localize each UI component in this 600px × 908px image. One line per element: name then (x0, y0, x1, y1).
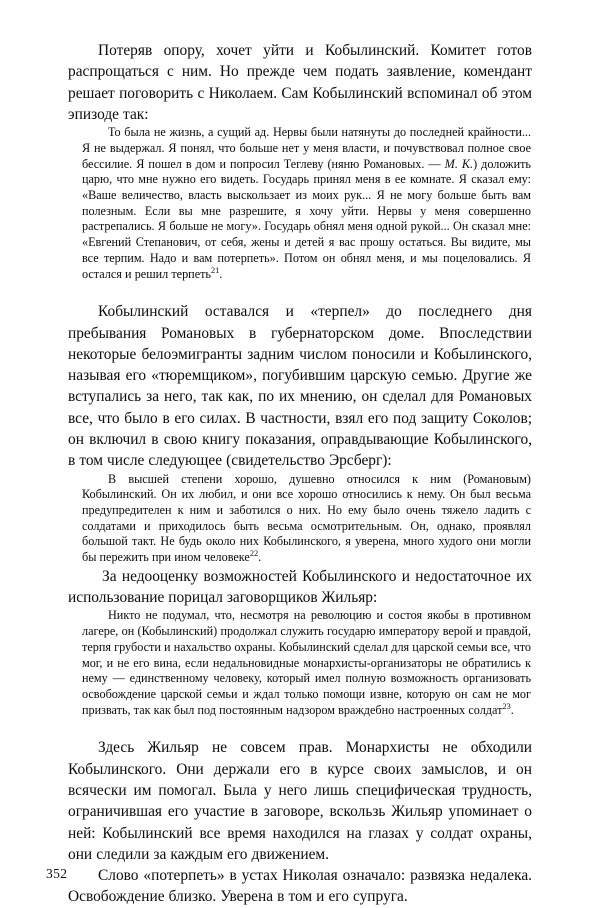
page-text-column (68, 40, 532, 908)
quote-2-tail: . (258, 550, 262, 565)
paragraph-1: Потеряв опору, хочет уйти и Кобылинский. Комитет готов распрощаться с ним. Но прежде чем подать заявление, комендант решает поговорить с Николаем. Сам Кобылинский вспоминал об этом эпизоде так: (68, 42, 532, 123)
paragraph-4: Здесь Жильяр не совсем прав. Монархисты не обходили Кобылинского. Они держали его в курсе своих замыслов, и он всячески им помогал. Была у него лишь специфическая трудность, ограничившая его участие в заговоре, вскользь Жильяр упоминает о ней: Кобылинский все время находился на глазах у солдат охраны, они следили за каждым его движением. (68, 739, 532, 863)
quotation-block-2 (68, 472, 532, 566)
quote-3-text: Никто не подумал, что, несмотря на революцию и состоя якобы в противном лагере, он (Кобылинский) продолжал служить государю императору верой и правдой, терпя грубости и нахальство охраны. Кобылинский сделал для царской семьи все, что мог, и не его вина, если недальновидные монархисты-организаторы не обратились к нему — единственному человеку, который имел полную возможность организовать освобождение царской семьи и ждал только помощи извне, которую он сам не мог призвать, так как был под постоянным надзором враждебно настроенных солдат (82, 608, 531, 717)
quote-1-part-a: То была не жизнь, а сущий ад. Нервы были натянуты до последней крайности... Я не выдержал. Я понял, что больше нет у меня власти, и почувствовал полное свое бессилие. Я пошел в дом и попросил Теглеву (няню Романовых. — (82, 125, 531, 171)
page-number: 352 (46, 866, 68, 881)
quote-1-part-b: ) доложить царю, что мне нужно его видеть. Государь принял меня в ее комнате. Я сказал ему: «Ваше величество, власть выскользает из моих рук... Я не могу больше быть вам полезным. Если вы мне разрешите, я хочу уйти. Нервы у меня совершенно растрепались. Я больше не могу». Государь обнял меня одной рукой... Он сказал мне: «Евгений Степанович, от себя, жены и детей я вас прошу остаться. Вы видите, мы все терпим. Надо и вам потерпеть». Потом он обнял меня, и мы поцеловались. Я остался и решил терпеть (82, 156, 531, 281)
quote-1-attribution-initials: М. К. (444, 156, 474, 171)
paragraph-3: За недооценку возможностей Кобылинского и недостаточное их использование порицал заговорщиков Жильяр: (68, 567, 532, 607)
footnote-marker-22: 22 (249, 549, 259, 559)
quote-1-tail: . (219, 266, 223, 281)
paragraph-2: Кобылинский оставался и «терпел» до последнего дня пребывания Романовых в губернаторском доме. Впоследствии некоторые белоэмигранты задним числом поносили и Кобылинского, называя его «тюремщиком», погубившим царскую семью. Другие же вступались за него, так как, по их мнению, он сделал для Романовых все, что было в его силах. В частности, взял его под защиту Соколов; он включил в свою книгу показания, оправдывающие Кобылинского, в том числе следующее (свидетельство Эрсберг): (68, 303, 532, 470)
quotation-block-3 (68, 608, 532, 718)
quote-2-text: В высшей степени хорошо, душевно относился к ним (Романовым) Кобылинский. Он их любил, и они все хорошо относились к нему. Он был весьма предупредителен к ним и заботился о них. Но ему было очень тяжело ладить с солдатами и приходилось быть весьма осмотрительным. Он, однако, проявлял большой такт. Не будь около них Кобылинского, я уверена, много худого они могли бы пережить при ином человеке (82, 471, 531, 565)
quotation-block-1 (68, 125, 532, 282)
paragraph-5: Слово «потерпеть» в устах Николая означало: развязка недалека. Освобождение близко. Уверена в том и его супруга. (68, 867, 532, 906)
footnote-marker-23: 23 (502, 701, 511, 711)
quote-3-tail: . (510, 702, 514, 717)
footnote-marker-21: 21 (211, 265, 220, 275)
